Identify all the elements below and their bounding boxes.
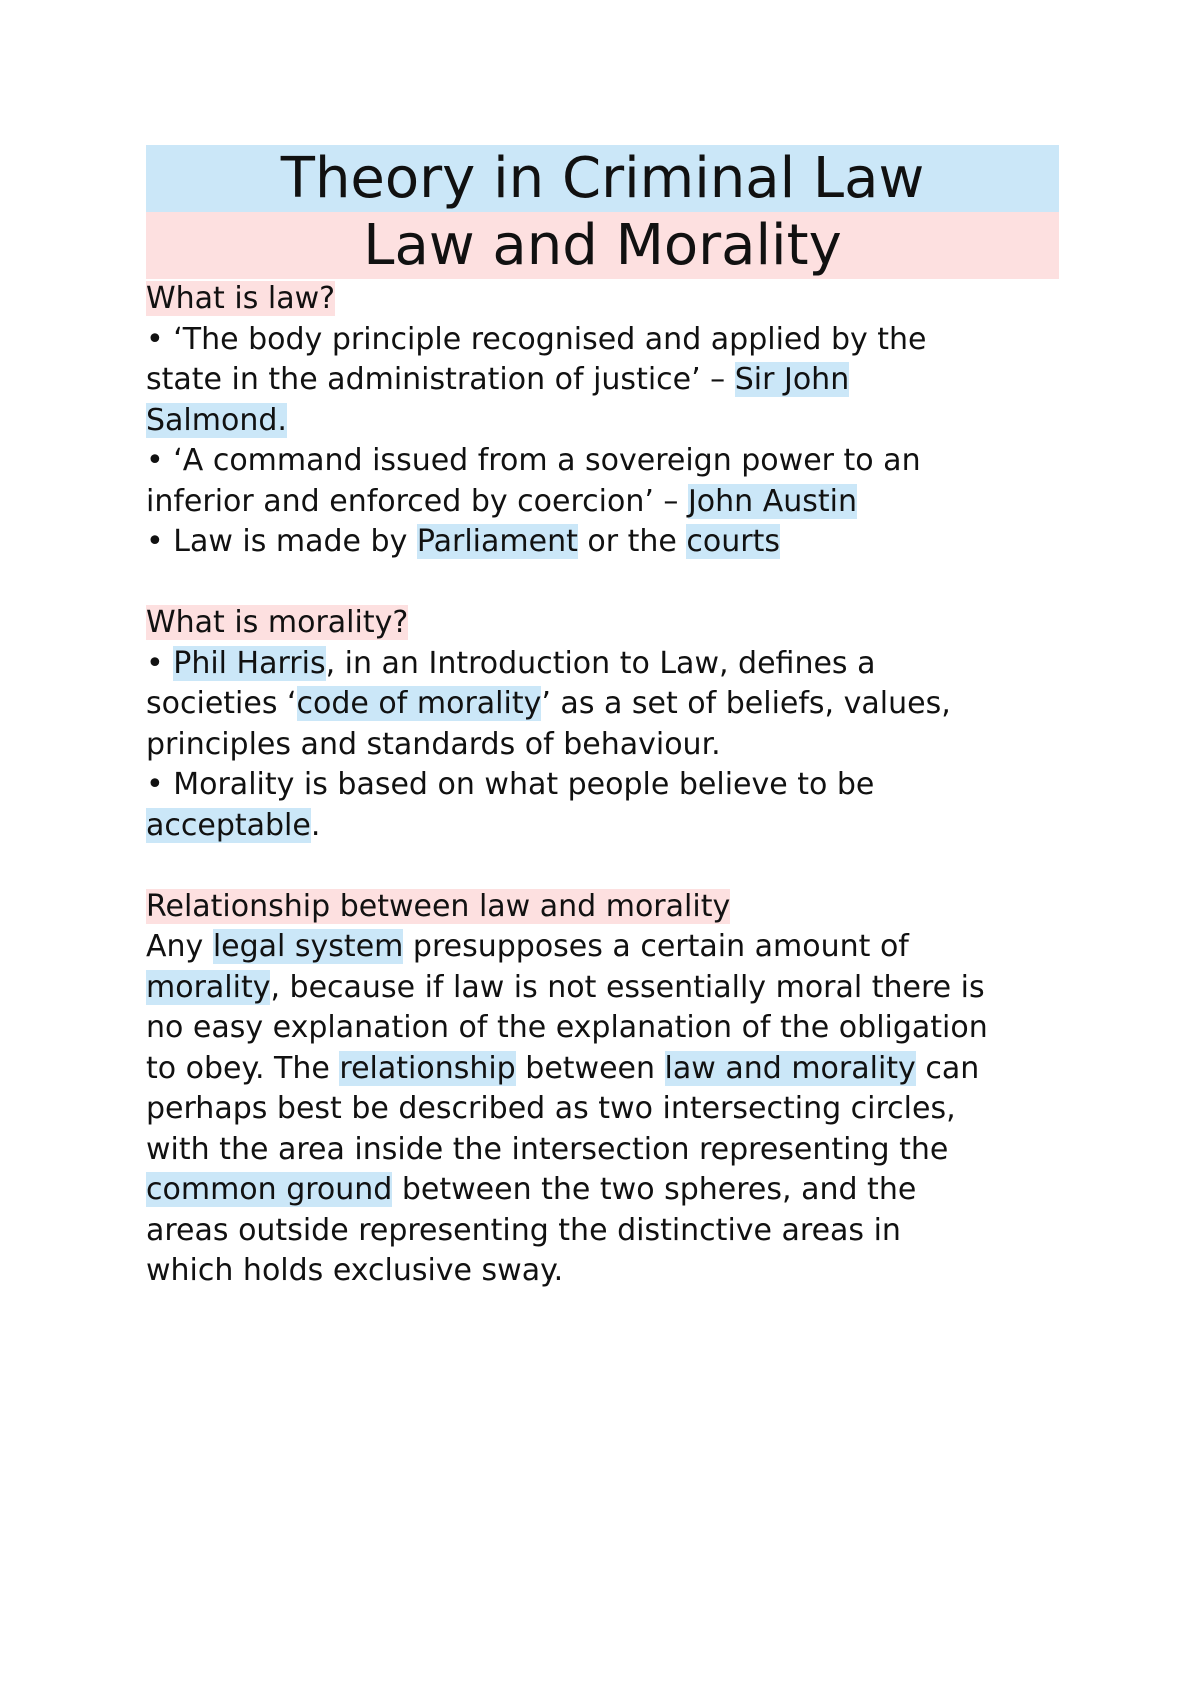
- text-span: can: [915, 1050, 980, 1086]
- highlight-morality: morality: [146, 969, 271, 1005]
- text-span: , in an Introduction to Law, defines a: [325, 645, 876, 681]
- document-title: [146, 145, 1059, 279]
- highlight-acceptable: acceptable: [146, 807, 311, 843]
- document-page: [146, 145, 1059, 1292]
- paragraph-line: [146, 806, 1059, 847]
- text-span: •: [146, 645, 174, 681]
- document-body: [146, 279, 1059, 1292]
- paragraph-line: principles and standards of behaviour.: [146, 726, 721, 762]
- paragraph-line: with the area inside the intersection representing the: [146, 1131, 949, 1167]
- section-heading-law: What is law?: [146, 281, 336, 316]
- highlight-phil-harris: Phil Harris: [173, 645, 326, 681]
- text-span: to obey. The: [146, 1050, 340, 1086]
- text-span: societies ‘: [146, 686, 297, 721]
- paragraph-line: • ‘A command issued from a sovereign power to an: [146, 443, 921, 478]
- paragraph-line: [146, 482, 1059, 523]
- highlight-courts: courts: [686, 524, 780, 559]
- highlight-law-and-morality: law and morality: [664, 1050, 916, 1086]
- paragraph-line: [146, 1049, 1059, 1090]
- paragraph-line: [146, 927, 1059, 968]
- section-what-is-morality: [146, 603, 1059, 846]
- text-span: • Law is made by: [146, 524, 417, 559]
- text-span: .: [310, 807, 321, 843]
- paragraph-line: • ‘The body principle recognised and applied by the: [146, 321, 927, 357]
- text-span: presupposes a certain amount of: [403, 929, 909, 964]
- paragraph-line: • Morality is based on what people believe to be: [146, 767, 875, 802]
- text-span: between the two spheres, and the: [392, 1172, 917, 1207]
- section-what-is-law: [146, 279, 1059, 563]
- text-span: inferior and enforced by coercion’ –: [146, 483, 688, 519]
- paragraph-line: [146, 522, 1059, 563]
- text-span: ’ as a set of beliefs, values,: [541, 686, 951, 721]
- highlight-salmond: Salmond.: [146, 402, 287, 438]
- title-main: Theory in Criminal Law: [146, 145, 1059, 212]
- paragraph-line: areas outside representing the distinctive areas in: [146, 1212, 901, 1248]
- text-span: state in the administration of justice’ –: [146, 362, 735, 397]
- section-heading-relationship: Relationship between law and morality: [146, 888, 731, 924]
- paragraph-line: which holds exclusive sway.: [146, 1253, 564, 1288]
- text-span: between: [515, 1050, 665, 1086]
- section-relationship: [146, 887, 1059, 1292]
- highlight-common-ground: common ground: [146, 1172, 393, 1207]
- paragraph-line: no easy explanation of the explanation of the obligation: [146, 1010, 988, 1045]
- paragraph-line: perhaps best be described as two intersecting circles,: [146, 1091, 956, 1126]
- highlight-john-austin: John Austin: [687, 483, 857, 519]
- paragraph-line: [146, 644, 1059, 685]
- highlight-relationship: relationship: [339, 1050, 516, 1086]
- blank-line: [146, 846, 1059, 887]
- paragraph-line: [146, 684, 1059, 725]
- section-heading-morality: What is morality?: [146, 605, 409, 640]
- paragraph-line: [146, 401, 1059, 442]
- text-span: Any: [146, 929, 213, 964]
- highlight-code-of-morality: code of morality: [296, 686, 542, 721]
- highlight-parliament: Parliament: [416, 524, 578, 559]
- text-span: or the: [577, 524, 687, 559]
- highlight-legal-system: legal system: [212, 929, 404, 964]
- paragraph-line: [146, 360, 1059, 401]
- title-subtitle: Law and Morality: [146, 212, 1059, 279]
- blank-line: [146, 563, 1059, 604]
- paragraph-line: [146, 968, 1059, 1009]
- text-span: , because if law is not essentially moral there is: [270, 969, 985, 1005]
- highlight-sir-john: Sir John: [734, 362, 850, 397]
- paragraph-line: [146, 1170, 1059, 1211]
